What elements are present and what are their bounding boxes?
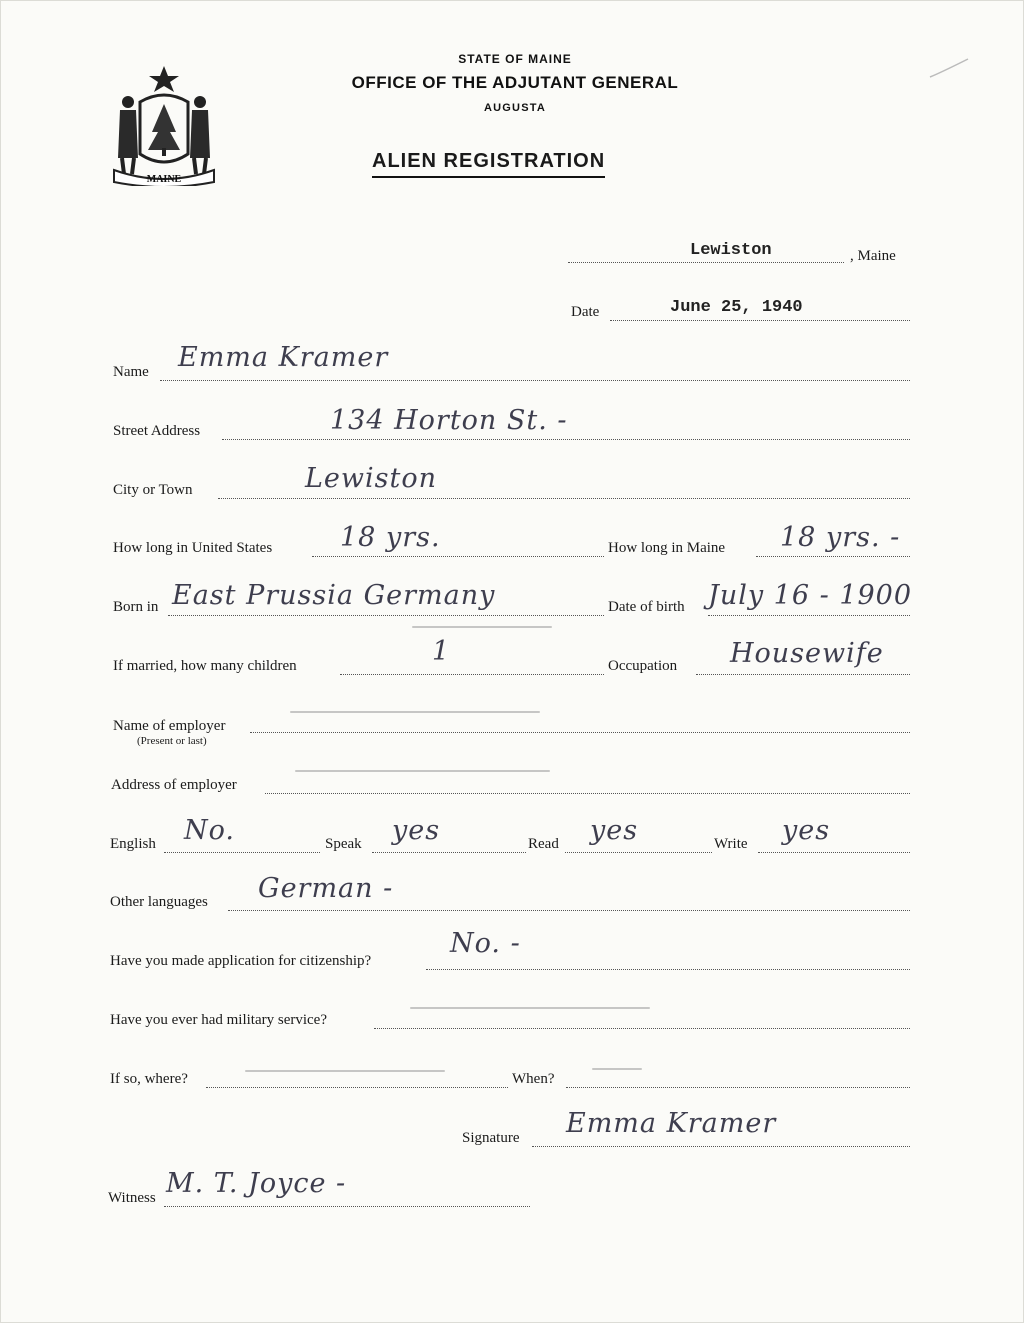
employer-label: Name of employer [113, 718, 226, 734]
speak-line [372, 852, 526, 853]
us-duration-label: How long in United States [113, 540, 273, 556]
pencil-mark [412, 626, 552, 628]
read-line [565, 852, 712, 853]
born-line [168, 615, 604, 616]
employer-address-dash [295, 770, 550, 772]
occupation-value: Housewife [730, 638, 884, 669]
city-label: City or Town [113, 482, 193, 498]
other-languages-value: German - [258, 873, 394, 904]
write-value: yes [782, 815, 831, 846]
when-label: When? [512, 1071, 555, 1087]
header-office: OFFICE OF THE ADJUTANT GENERAL [351, 73, 679, 92]
signature-line [532, 1146, 910, 1147]
children-label: If married, how many children [113, 658, 297, 674]
citizenship-value: No. - [450, 928, 521, 959]
signature-value: Emma Kramer [566, 1108, 777, 1139]
citizenship-label: Have you made application for citizenship? [110, 953, 372, 969]
us-duration-line [312, 556, 604, 557]
military-dash [410, 1007, 650, 1009]
maine-duration-line [756, 556, 910, 557]
when-line [566, 1087, 910, 1088]
when-dash [592, 1068, 642, 1070]
us-duration-value: 18 yrs. [340, 522, 441, 553]
other-languages-label: Other languages [110, 894, 208, 910]
maine-seal-icon [110, 62, 218, 186]
dob-value: July 16 - 1900 [708, 580, 913, 611]
occupation-label: Occupation [608, 658, 678, 674]
english-line [164, 852, 320, 853]
employer-sublabel: (Present or last) [137, 735, 207, 747]
witness-value: M. T. Joyce - [166, 1168, 347, 1199]
maine-duration-label: How long in Maine [608, 540, 726, 556]
employer-dash [290, 711, 540, 713]
seal-text: MAINE [146, 174, 182, 185]
maine-duration-value: 18 yrs. - [780, 522, 901, 553]
citizenship-line [426, 969, 910, 970]
where-dash [245, 1070, 445, 1072]
date-value: June 25, 1940 [670, 298, 803, 317]
street-value: 134 Horton St. - [330, 405, 568, 436]
other-languages-line [228, 910, 910, 911]
header-city: AUGUSTA [484, 102, 546, 114]
header-state: STATE OF MAINE [458, 52, 572, 66]
speak-label: Speak [325, 836, 362, 852]
checkmark-icon [928, 55, 970, 85]
city-line [218, 498, 910, 499]
born-value: East Prussia Germany [172, 580, 496, 611]
employer-line [250, 732, 910, 733]
signature-label: Signature [462, 1130, 520, 1146]
write-label: Write [714, 836, 748, 852]
location-suffix: , Maine [850, 248, 896, 264]
children-line [340, 674, 604, 675]
name-line [160, 380, 910, 381]
city-value: Lewiston [305, 463, 438, 494]
street-label: Street Address [113, 423, 201, 439]
born-label: Born in [113, 599, 159, 615]
speak-value: yes [392, 815, 441, 846]
where-label: If so, where? [110, 1071, 188, 1087]
english-label: English [110, 836, 156, 852]
dob-line [708, 615, 910, 616]
name-label: Name [113, 364, 149, 380]
form-title: ALIEN REGISTRATION [372, 150, 605, 178]
employer-address-label: Address of employer [111, 777, 237, 793]
where-line [206, 1087, 508, 1088]
military-line [374, 1028, 910, 1029]
name-value: Emma Kramer [178, 342, 389, 373]
street-line [222, 439, 910, 440]
read-value: yes [590, 815, 639, 846]
employer-address-line [265, 793, 910, 794]
write-line [758, 852, 910, 853]
date-line [610, 320, 910, 321]
witness-line [164, 1206, 530, 1207]
military-label: Have you ever had military service? [110, 1012, 327, 1028]
date-label: Date [571, 304, 600, 320]
children-value: 1 [432, 636, 451, 667]
location-line [568, 262, 844, 263]
witness-label: Witness [108, 1190, 156, 1206]
occupation-line [696, 674, 910, 675]
dob-label: Date of birth [608, 599, 685, 615]
location-city: Lewiston [690, 241, 772, 260]
read-label: Read [528, 836, 559, 852]
english-value: No. [184, 815, 235, 846]
